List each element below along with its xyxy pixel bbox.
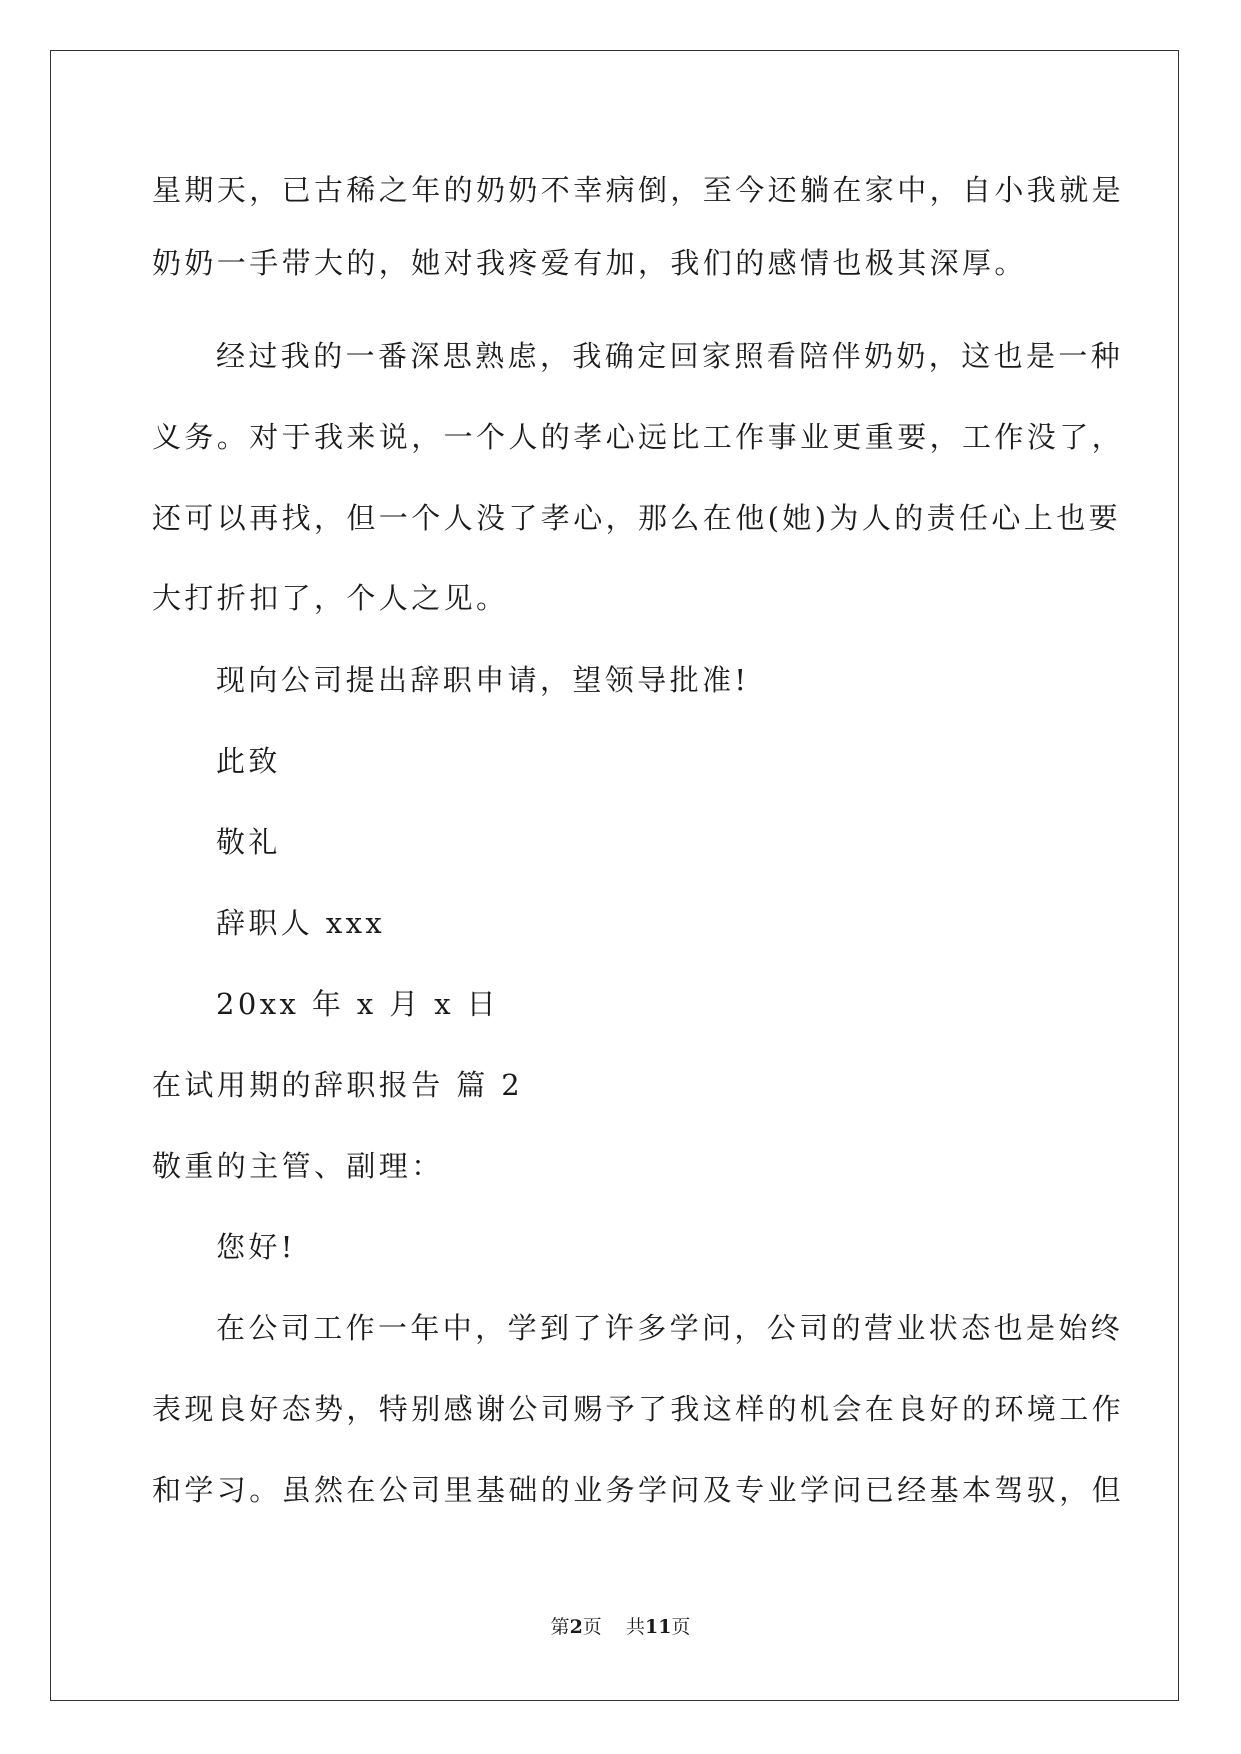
signature-date: 20xx 年 x 月 x 日 — [216, 987, 500, 1021]
page-frame — [50, 50, 1179, 1701]
text-line: 大打折扣了，个人之见。 — [152, 581, 509, 615]
text-line: 星期天，已古稀之年的奶奶不幸病倒，至今还躺在家中，自小我就是 — [152, 173, 1125, 207]
text-line: 和学习。虽然在公司里基础的业务学问及专业学问已经基本驾驭，但 — [152, 1473, 1125, 1507]
current-page-number: 2 — [569, 1616, 583, 1638]
page-mid: 页 共 — [582, 1616, 645, 1638]
page-prefix: 第 — [550, 1616, 570, 1638]
text-line: 现向公司提出辞职申请，望领导批准! — [216, 663, 750, 697]
letter-opening: 您好! — [216, 1230, 296, 1264]
text-line: 经过我的一番深思熟虑，我确定回家照看陪伴奶奶，这也是一种 — [216, 339, 1124, 373]
text-line: 在公司工作一年中，学到了许多学问，公司的营业状态也是始终 — [216, 1311, 1124, 1345]
page-suffix: 页 — [671, 1616, 691, 1638]
text-line: 奶奶一手带大的，她对我疼爱有加，我们的感情也极其深厚。 — [152, 246, 1027, 280]
closing-regards: 敬礼 — [216, 825, 281, 859]
signature-name: 辞职人 xxx — [216, 906, 386, 940]
letter-greeting: 敬重的主管、副理： — [152, 1149, 444, 1183]
text-line: 义务。对于我来说，一个人的孝心远比工作事业更重要，工作没了， — [152, 420, 1125, 454]
total-page-count: 11 — [644, 1616, 672, 1638]
section-heading: 在试用期的辞职报告 篇 2 — [152, 1068, 524, 1102]
text-line: 表现良好态势，特别感谢公司赐予了我这样的机会在良好的环境工作 — [152, 1392, 1125, 1426]
text-line: 还可以再找，但一个人没了孝心，那么在他(她)为人的责任心上也要 — [152, 501, 1122, 535]
page-footer — [0, 1615, 1241, 1639]
closing-salutation: 此致 — [216, 744, 281, 778]
